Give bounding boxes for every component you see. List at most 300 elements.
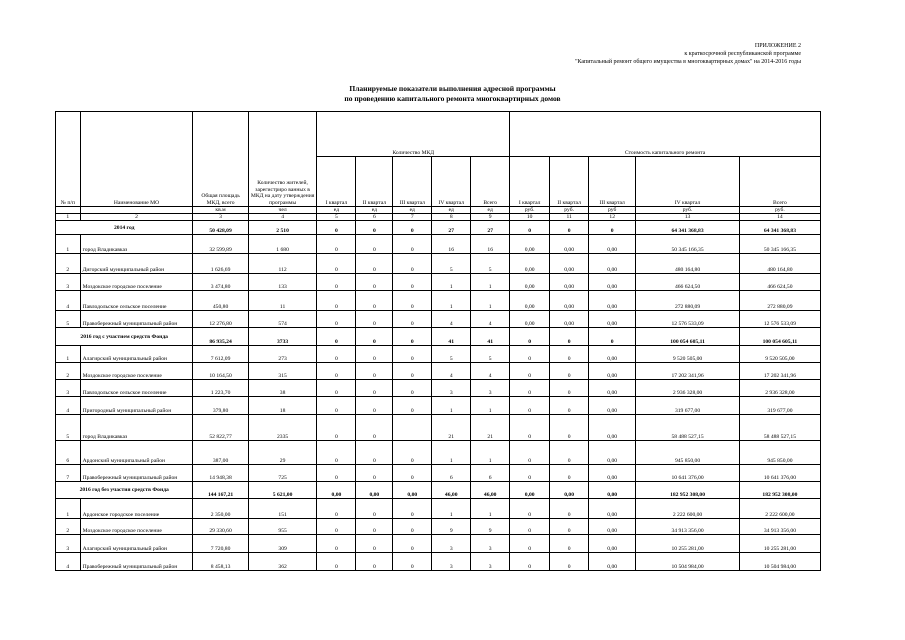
data-cell: 0,00 xyxy=(589,235,636,254)
data-cell: 100 054 605,11 xyxy=(739,328,820,346)
data-cell: 0,00 xyxy=(317,482,356,499)
data-cell: 0 xyxy=(356,235,393,254)
data-cell: 0 xyxy=(510,346,550,363)
unit-cell: руб. xyxy=(550,207,589,214)
data-cell: 0,00 xyxy=(510,482,550,499)
data-cell: 0 xyxy=(317,328,356,346)
data-cell: 133 xyxy=(248,274,317,291)
data-cell: 17 202 341,96 xyxy=(636,363,740,380)
column-number: 2 xyxy=(80,214,193,221)
data-cell: 1 xyxy=(432,499,471,519)
column-number: 13 xyxy=(636,214,740,221)
data-cell: 32 599,89 xyxy=(193,235,248,254)
title-line-2: по проведению капитального ремонта многоквартирных домов xyxy=(344,94,561,103)
data-cell: 0,00 xyxy=(510,291,550,311)
data-cell: 9 520 505,00 xyxy=(739,346,820,363)
unit-cell: руб. xyxy=(510,207,550,214)
data-cell: 0 xyxy=(317,254,356,274)
data-cell: 0 xyxy=(393,346,432,363)
data-cell: 480 164,80 xyxy=(739,254,820,274)
data-cell: 0 xyxy=(589,328,636,346)
data-cell: 945 850,00 xyxy=(636,441,740,465)
data-cell: 0 xyxy=(317,380,356,397)
data-cell: 0 xyxy=(510,380,550,397)
data-cell: 0,00 xyxy=(589,274,636,291)
data-cell: 9 xyxy=(432,519,471,535)
header-cost-q1: I квартал xyxy=(510,157,550,207)
data-cell: 0,00 xyxy=(550,274,589,291)
data-cell: 0 xyxy=(510,441,550,465)
data-cell: 0 xyxy=(550,363,589,380)
header-count-q1: I квартал xyxy=(317,157,356,207)
row-number: 1 xyxy=(56,346,81,363)
data-cell: 5 xyxy=(471,346,510,363)
data-cell: 466 624,50 xyxy=(739,274,820,291)
data-cell: 0 xyxy=(317,311,356,328)
data-cell: 10 504 984,00 xyxy=(636,553,740,571)
column-number: 8 xyxy=(432,214,471,221)
data-cell: 14 948,38 xyxy=(193,465,248,482)
table-row xyxy=(56,235,821,254)
data-cell: 0 xyxy=(356,311,393,328)
data-cell: 2 936 328,00 xyxy=(739,380,820,397)
data-cell: 52 822,77 xyxy=(193,415,248,441)
data-cell: 0 xyxy=(550,519,589,535)
data-cell: 6 xyxy=(471,465,510,482)
data-cell: 955 xyxy=(248,519,317,535)
data-cell: 0,00 xyxy=(589,519,636,535)
data-cell: 0,00 xyxy=(589,465,636,482)
data-cell: 144 167,21 xyxy=(193,482,248,499)
header-count-total: Всего xyxy=(471,157,510,207)
data-cell: 10 641 376,00 xyxy=(636,465,740,482)
header-cost-total: Всего xyxy=(739,157,820,207)
data-cell: 0,00 xyxy=(550,482,589,499)
data-cell: 11 xyxy=(248,291,317,311)
data-cell: 0 xyxy=(356,328,393,346)
data-cell: 1 xyxy=(471,499,510,519)
municipality-name: Павлодольское сельское поселение xyxy=(80,291,193,311)
data-cell: 1 xyxy=(471,397,510,415)
data-cell: 0 xyxy=(510,499,550,519)
data-cell: 50 345 166,35 xyxy=(636,235,740,254)
data-cell: 2 936 328,00 xyxy=(636,380,740,397)
data-cell: 7 720,80 xyxy=(193,535,248,553)
appendix-header xyxy=(575,42,801,66)
data-cell: 315 xyxy=(248,363,317,380)
data-cell: 0 xyxy=(317,553,356,571)
table-row xyxy=(56,535,821,553)
data-cell: 0 xyxy=(356,441,393,465)
data-cell: 0 xyxy=(393,221,432,235)
data-cell: 0 xyxy=(550,221,589,235)
row-number: 3 xyxy=(56,274,81,291)
municipality-name: Пригородный муниципальный район xyxy=(80,397,193,415)
column-number: 4 xyxy=(248,214,317,221)
header-residents: Количество жителей, зарегистриро ванных в МКД на дату утверждения программы xyxy=(248,112,317,207)
data-cell: 0,00 xyxy=(510,235,550,254)
data-cell: 3 xyxy=(432,553,471,571)
municipality-name: город Владикавказ xyxy=(80,415,193,441)
data-cell: 0,00 xyxy=(589,397,636,415)
data-cell: 0 xyxy=(317,535,356,553)
data-cell: 2 222 600,00 xyxy=(739,499,820,519)
data-cell: 0,00 xyxy=(550,235,589,254)
data-cell: 21 xyxy=(432,415,471,441)
data-cell: 29 xyxy=(248,441,317,465)
data-cell: 0,00 xyxy=(550,291,589,311)
header-count-group: Количество МКД xyxy=(317,112,510,157)
data-cell: 50 345 166,35 xyxy=(739,235,820,254)
data-cell: 0 xyxy=(356,535,393,553)
data-cell: 3 xyxy=(432,535,471,553)
data-cell: 2 350,00 xyxy=(193,499,248,519)
summary-row xyxy=(56,328,821,346)
data-cell: 0 xyxy=(356,519,393,535)
data-cell: 0 xyxy=(550,441,589,465)
column-number: 14 xyxy=(739,214,820,221)
data-cell: 3733 xyxy=(248,328,317,346)
data-cell: 0 xyxy=(356,380,393,397)
data-cell: 0 xyxy=(317,499,356,519)
unit-cell: руб. xyxy=(636,207,740,214)
data-cell: 0 xyxy=(510,328,550,346)
data-cell: 9 xyxy=(471,519,510,535)
table-row xyxy=(56,311,821,328)
unit-cell: ед xyxy=(393,207,432,214)
municipality-name: Моздокское городское поселение xyxy=(80,274,193,291)
table-row xyxy=(56,254,821,274)
data-cell: 0 xyxy=(510,397,550,415)
data-cell: 17 202 341,96 xyxy=(739,363,820,380)
data-cell: 0 xyxy=(393,311,432,328)
data-cell: 0,00 xyxy=(393,482,432,499)
row-number: 5 xyxy=(56,311,81,328)
data-cell: 3 xyxy=(471,380,510,397)
data-cell: 0,00 xyxy=(589,441,636,465)
data-cell: 18 xyxy=(248,397,317,415)
data-cell: 945 850,00 xyxy=(739,441,820,465)
data-cell: 10 164,50 xyxy=(193,363,248,380)
municipality-name: Правобережный муниципальный район xyxy=(80,553,193,571)
data-cell: 1 626,69 xyxy=(193,254,248,274)
municipality-name: Алагирский муниципальный район xyxy=(80,535,193,553)
data-cell: 1 xyxy=(432,397,471,415)
data-cell: 480 164,80 xyxy=(636,254,740,274)
data-cell: 16 xyxy=(432,235,471,254)
data-cell: 1 xyxy=(432,441,471,465)
municipality-name: Ардонский муниципальный район xyxy=(80,441,193,465)
table-row xyxy=(56,465,821,482)
data-cell: 466 624,50 xyxy=(636,274,740,291)
data-cell: 4 xyxy=(432,363,471,380)
data-cell: 0 xyxy=(356,397,393,415)
data-cell: 4 xyxy=(471,363,510,380)
data-cell: 725 xyxy=(248,465,317,482)
data-cell: 0,00 xyxy=(589,254,636,274)
data-cell: 1 223,70 xyxy=(193,380,248,397)
municipality-name: Дигорский муниципальный район xyxy=(80,254,193,274)
data-cell: 0,00 xyxy=(510,254,550,274)
municipality-name: Моздокское городское поселение xyxy=(80,363,193,380)
table-row xyxy=(56,519,821,535)
data-cell: 0 xyxy=(550,535,589,553)
data-cell: 182 952 308,00 xyxy=(739,482,820,499)
table-row xyxy=(56,441,821,465)
data-cell: 34 913 356,00 xyxy=(636,519,740,535)
data-cell: 0 xyxy=(510,415,550,441)
data-cell: 0,00 xyxy=(589,482,636,499)
unit-cell: руб xyxy=(589,207,636,214)
data-cell: 0 xyxy=(550,465,589,482)
column-number: 10 xyxy=(510,214,550,221)
data-cell: 0 xyxy=(317,465,356,482)
data-cell: 0 xyxy=(393,519,432,535)
data-cell: 0 xyxy=(550,346,589,363)
data-cell: 16 xyxy=(471,235,510,254)
data-cell: 5 xyxy=(432,346,471,363)
row-number: 1 xyxy=(56,235,81,254)
indicators-table xyxy=(55,111,821,571)
data-cell: 0,00 xyxy=(510,311,550,328)
municipality-name: Алагирский муниципальный район xyxy=(80,346,193,363)
data-cell: 64 341 368,83 xyxy=(636,221,740,235)
municipality-name: город Владикавказ xyxy=(80,235,193,254)
header-count-q2: II квартал xyxy=(356,157,393,207)
column-number: 12 xyxy=(589,214,636,221)
summary-row xyxy=(56,482,821,499)
data-cell: 64 341 368,83 xyxy=(739,221,820,235)
data-cell: 0 xyxy=(393,553,432,571)
data-cell: 0 xyxy=(393,499,432,519)
data-cell: 4 xyxy=(432,311,471,328)
data-cell: 0 xyxy=(317,363,356,380)
data-cell: 309 xyxy=(248,535,317,553)
data-cell: 0 xyxy=(550,328,589,346)
table-row xyxy=(56,415,821,441)
data-cell: 0 xyxy=(317,397,356,415)
data-cell: 5 xyxy=(471,254,510,274)
document-title xyxy=(0,84,905,104)
data-cell: 0 xyxy=(510,553,550,571)
data-cell: 0,00 xyxy=(510,274,550,291)
data-cell: 0 xyxy=(510,363,550,380)
data-cell: 5 621,00 xyxy=(248,482,317,499)
data-cell: 86 935,24 xyxy=(193,328,248,346)
data-cell: 0,00 xyxy=(356,482,393,499)
table-body xyxy=(56,221,821,571)
data-cell: 0,00 xyxy=(589,311,636,328)
data-cell: 0 xyxy=(510,519,550,535)
data-cell: 0 xyxy=(393,535,432,553)
data-cell: 151 xyxy=(248,499,317,519)
row-number: 7 xyxy=(56,465,81,482)
municipality-name: Правобережный муниципальный район xyxy=(80,465,193,482)
summary-label: 2016 год без участия средств Фонда xyxy=(56,482,193,499)
unit-cell: ед xyxy=(317,207,356,214)
table-row xyxy=(56,274,821,291)
data-cell: 0 xyxy=(550,553,589,571)
data-cell: 58 488 527,15 xyxy=(636,415,740,441)
data-cell: 0 xyxy=(393,254,432,274)
data-cell: 46,00 xyxy=(471,482,510,499)
data-cell: 10 255 281,00 xyxy=(739,535,820,553)
municipality-name: Правобережный муниципальный район xyxy=(80,311,193,328)
data-cell: 2335 xyxy=(248,415,317,441)
header-count-q3: III квартал xyxy=(393,157,432,207)
data-cell: 272 880,09 xyxy=(739,291,820,311)
data-cell: 1 xyxy=(432,291,471,311)
data-cell: 1 xyxy=(432,274,471,291)
data-cell: 0 xyxy=(317,346,356,363)
data-cell: 3 474,80 xyxy=(193,274,248,291)
appendix-program-name: "Капитальный ремонт общего имущества в многоквартирных домах" на 2014-2016 годы xyxy=(575,59,801,65)
data-cell: 387,00 xyxy=(193,441,248,465)
data-cell: 3 xyxy=(432,380,471,397)
row-number: 4 xyxy=(56,553,81,571)
table-row xyxy=(56,380,821,397)
unit-cell: ед xyxy=(432,207,471,214)
table-row xyxy=(56,346,821,363)
header-count-q4: IV квартал xyxy=(432,157,471,207)
data-cell: 0 xyxy=(550,415,589,441)
data-cell: 273 xyxy=(248,346,317,363)
data-cell: 1 680 xyxy=(248,235,317,254)
row-number: 3 xyxy=(56,380,81,397)
data-cell: 362 xyxy=(248,553,317,571)
data-cell: 0,00 xyxy=(589,291,636,311)
column-number: 11 xyxy=(550,214,589,221)
data-cell: 0,00 xyxy=(589,346,636,363)
data-cell: 1 xyxy=(471,274,510,291)
data-cell: 1 xyxy=(471,441,510,465)
data-cell: 0 xyxy=(356,415,393,441)
row-number: 3 xyxy=(56,535,81,553)
column-number: 9 xyxy=(471,214,510,221)
data-cell: 27 xyxy=(471,221,510,235)
appendix-reference: к краткосрочной республиканской программе xyxy=(684,51,801,57)
summary-row xyxy=(56,221,821,235)
data-cell: 0 xyxy=(356,363,393,380)
data-cell: 3 xyxy=(471,535,510,553)
data-cell: 12 576 533,09 xyxy=(636,311,740,328)
row-number: 4 xyxy=(56,397,81,415)
data-cell: 12 576 533,09 xyxy=(739,311,820,328)
data-cell: 0,00 xyxy=(550,254,589,274)
header-cost-q3: III квартал xyxy=(589,157,636,207)
data-cell: 1 xyxy=(471,291,510,311)
data-cell: 0 xyxy=(356,499,393,519)
column-number: 6 xyxy=(356,214,393,221)
data-cell: 0 xyxy=(356,221,393,235)
data-cell: 100 054 605,11 xyxy=(636,328,740,346)
row-number: 5 xyxy=(56,415,81,441)
data-cell: 0 xyxy=(317,441,356,465)
data-cell: 10 255 281,00 xyxy=(636,535,740,553)
municipality-name: Ардонское городское поселение xyxy=(80,499,193,519)
data-cell: 0 xyxy=(393,397,432,415)
units-row xyxy=(56,207,821,214)
data-cell: 319 677,00 xyxy=(739,397,820,415)
data-cell: 0 xyxy=(393,328,432,346)
data-cell: 450,80 xyxy=(193,291,248,311)
data-cell: 41 xyxy=(471,328,510,346)
data-cell: 0 xyxy=(550,499,589,519)
data-cell: 319 677,00 xyxy=(636,397,740,415)
data-cell: 7 612,09 xyxy=(193,346,248,363)
unit-cell xyxy=(80,207,193,214)
header-name: Наименование МО xyxy=(80,112,193,207)
table-row xyxy=(56,499,821,519)
data-cell: 0 xyxy=(317,519,356,535)
data-cell: 0 xyxy=(393,291,432,311)
data-cell: 379,80 xyxy=(193,397,248,415)
unit-cell: чел xyxy=(248,207,317,214)
data-cell: 0 xyxy=(356,553,393,571)
data-cell xyxy=(393,415,432,441)
data-cell: 0 xyxy=(550,380,589,397)
data-cell: 27 xyxy=(432,221,471,235)
data-cell: 46,00 xyxy=(432,482,471,499)
unit-cell: ед xyxy=(356,207,393,214)
data-cell: 10 641 376,00 xyxy=(739,465,820,482)
unit-cell: ед xyxy=(471,207,510,214)
header-cost-q4: IV квартал xyxy=(636,157,740,207)
column-number: 3 xyxy=(193,214,248,221)
data-cell: 272 880,09 xyxy=(636,291,740,311)
table-row xyxy=(56,553,821,571)
data-cell: 5 xyxy=(432,254,471,274)
data-cell: 0 xyxy=(356,291,393,311)
data-cell: 0 xyxy=(510,221,550,235)
header-cost-q2: II квартал xyxy=(550,157,589,207)
unit-cell xyxy=(56,207,81,214)
row-number: 2 xyxy=(56,519,81,535)
unit-cell: руб. xyxy=(739,207,820,214)
municipality-name: Моздокское городское поселение xyxy=(80,519,193,535)
data-cell: 0 xyxy=(393,363,432,380)
data-cell: 0 xyxy=(550,397,589,415)
data-cell: 0 xyxy=(510,535,550,553)
data-cell: 58 488 527,15 xyxy=(739,415,820,441)
table-row xyxy=(56,291,821,311)
data-cell: 4 xyxy=(471,311,510,328)
data-cell: 0 xyxy=(356,346,393,363)
row-number: 1 xyxy=(56,499,81,519)
data-cell: 0 xyxy=(393,465,432,482)
data-cell: 2 222 600,00 xyxy=(636,499,740,519)
data-cell: 0 xyxy=(317,274,356,291)
column-number: 5 xyxy=(317,214,356,221)
row-number: 6 xyxy=(56,441,81,465)
unit-cell: кв.м xyxy=(193,207,248,214)
table-row xyxy=(56,363,821,380)
data-cell: 0 xyxy=(589,221,636,235)
data-cell: 0,00 xyxy=(550,311,589,328)
appendix-label: ПРИЛОЖЕНИЕ 2 xyxy=(754,43,801,49)
header-cost-group: Стоимость капитального ремонта xyxy=(510,112,821,157)
row-number: 4 xyxy=(56,291,81,311)
data-cell: 3 xyxy=(471,553,510,571)
data-cell: 0 xyxy=(393,380,432,397)
data-cell: 0 xyxy=(393,441,432,465)
data-cell: 12 276,80 xyxy=(193,311,248,328)
data-cell: 0 xyxy=(356,254,393,274)
data-cell: 182 952 308,00 xyxy=(636,482,740,499)
data-cell: 0 xyxy=(356,465,393,482)
data-cell: 41 xyxy=(432,328,471,346)
data-cell: 2 510 xyxy=(248,221,317,235)
